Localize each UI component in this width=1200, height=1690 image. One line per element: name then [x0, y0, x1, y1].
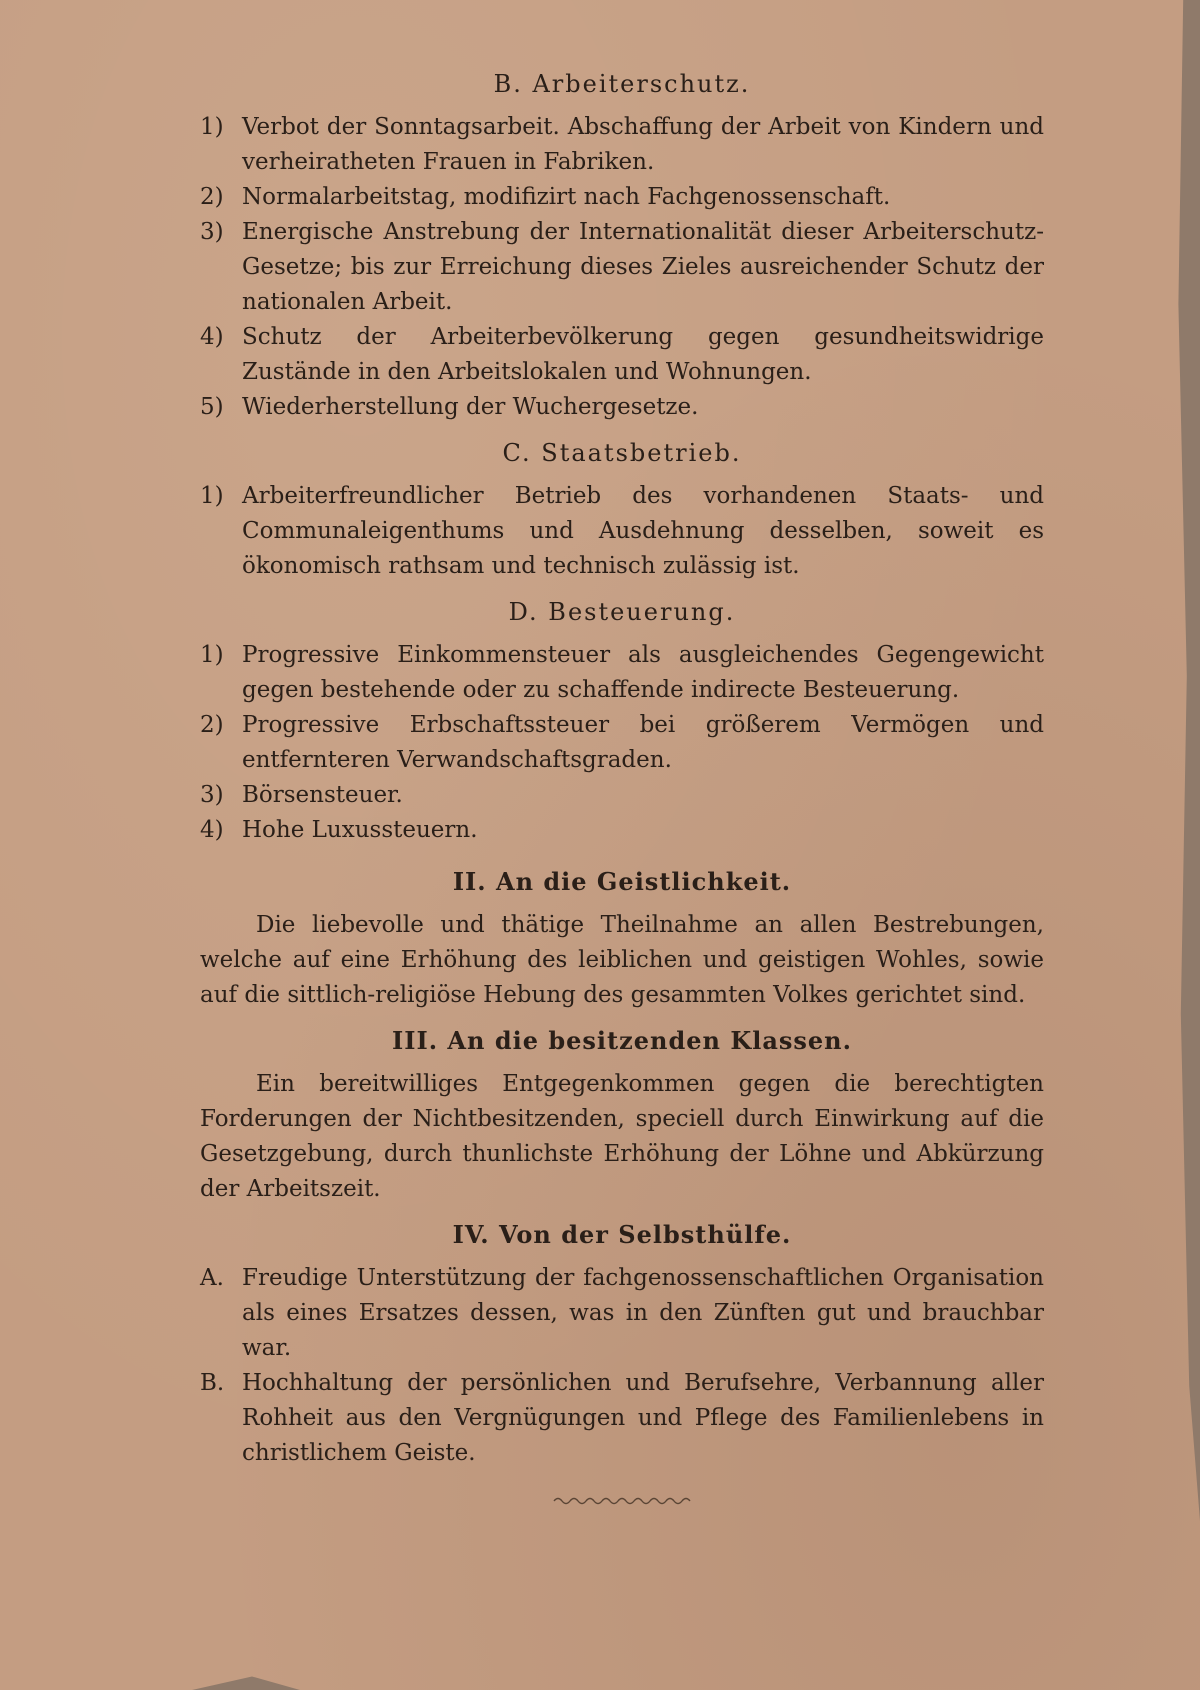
list-item: 3) Energische Anstrebung der Internationalität dieser Arbeiterschutz-Gesetze; bis zur Erreichung dieses Zieles ausreichender Schutz der nationalen Arbeit. — [200, 219, 1044, 315]
list-item: A. Freudige Unterstützung der fachgenossenschaftlichen Organisation als eines Ersatzes dessen, was in den Zünften gut und brauchbar war. — [200, 1265, 1044, 1361]
section-iv-heading: IV. Von der Selbsthülfe. — [452, 1220, 792, 1249]
list-item: 1) Arbeiterfreundlicher Betrieb des vorhandenen Staats- und Communaleigenthums und Ausdehnung desselben, soweit es ökonomisch rathsam und technisch zulässig ist. — [200, 483, 1044, 579]
list-item: B. Hochhaltung der persönlichen und Berufsehre, Verbannung aller Rohheit aus den Vergnügungen und Pflege des Familienlebens in christlichem Geiste. — [200, 1370, 1044, 1466]
ornament-divider — [200, 1491, 1044, 1512]
document-text — [200, 56, 1044, 1512]
section-iii-heading: III. An die besitzenden Klassen. — [392, 1026, 852, 1055]
section-c — [200, 433, 1044, 584]
list-item: 4) Schutz der Arbeiterbevölkerung gegen gesundheitswidrige Zustände in den Arbeitslokalen und Wohnungen. — [200, 324, 1044, 385]
list-item: 3) Börsensteuer. — [200, 782, 403, 808]
section-d-heading: D. Besteuerung. — [508, 598, 736, 626]
section-iii-paragraph: Ein bereitwilliges Entgegenkommen gegen die berechtigten Forderungen der Nichtbesitzenden, speciell durch Einwirkung auf die Gesetzgebung, durch thunlichste Erhöhung der Löhne und Abkürzung der Arbeitszeit. — [200, 1071, 1044, 1202]
section-iv — [200, 1215, 1044, 1471]
squiggle-ornament-icon — [552, 1495, 692, 1507]
section-ii — [200, 862, 1044, 1013]
list-item: 1) Progressive Einkommensteuer als ausgleichendes Gegengewicht gegen bestehende oder zu schaffende indirecte Besteuerung. — [200, 642, 1044, 703]
list-item: 4) Hohe Luxussteuern. — [200, 817, 478, 843]
section-iii — [200, 1021, 1044, 1207]
section-b — [200, 64, 1044, 425]
section-d — [200, 592, 1044, 848]
section-c-heading: C. Staatsbetrieb. — [502, 439, 742, 467]
list-item: 2) Progressive Erbschaftssteuer bei größerem Vermögen und entfernteren Verwandschaftsgraden. — [200, 712, 1044, 773]
section-b-heading: B. Arbeiterschutz. — [493, 70, 751, 98]
list-item: 1) Verbot der Sonntagsarbeit. Abschaffung der Arbeit von Kindern und verheiratheten Frauen in Fabriken. — [200, 114, 1044, 175]
list-item: 5) Wiederherstellung der Wuchergesetze. — [200, 394, 699, 420]
section-ii-heading: II. An die Geistlichkeit. — [452, 867, 792, 896]
section-ii-paragraph: Die liebevolle und thätige Theilnahme an allen Bestrebungen, welche auf eine Erhöhung des leiblichen und geistigen Wohles, sowie auf die sittlich-religiöse Hebung des gesammten Volkes gerichtet sind. — [200, 912, 1044, 1008]
list-item: 2) Normalarbeitstag, modifizirt nach Fachgenossenschaft. — [200, 184, 891, 210]
